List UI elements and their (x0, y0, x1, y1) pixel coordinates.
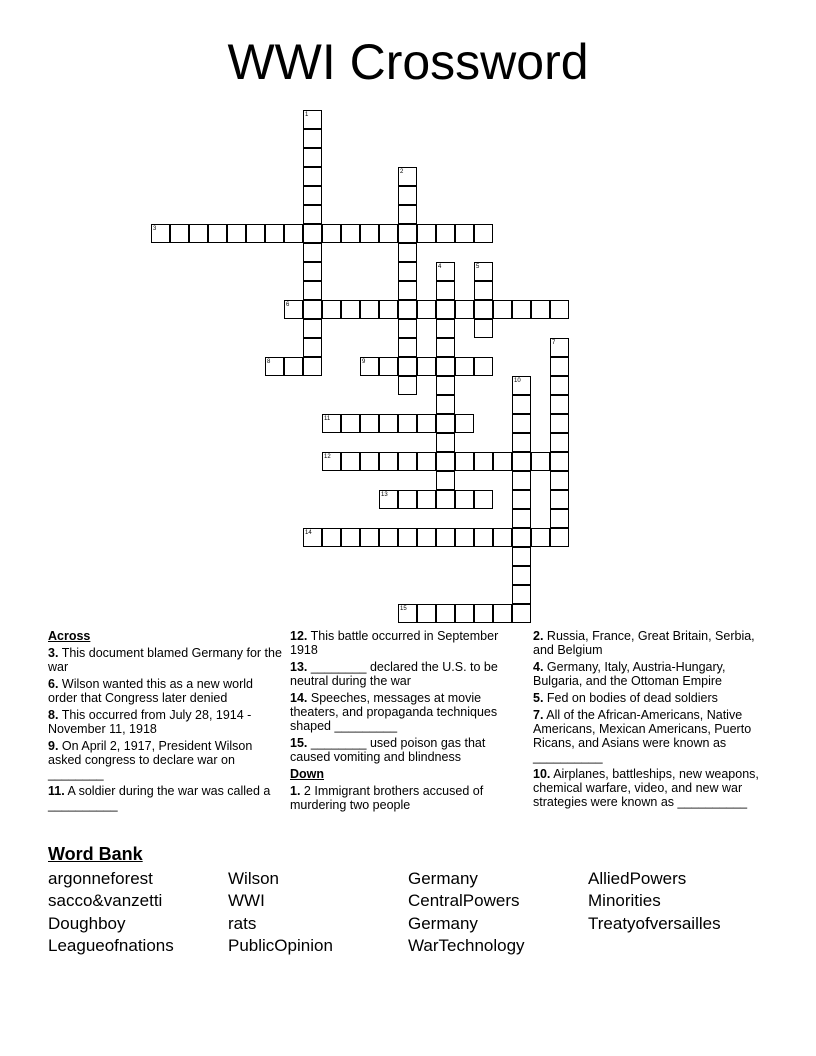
grid-cell[interactable] (417, 357, 436, 376)
grid-cell[interactable] (436, 300, 455, 319)
grid-cell[interactable] (303, 281, 322, 300)
grid-cell[interactable] (379, 452, 398, 471)
grid-cell[interactable] (512, 528, 531, 547)
grid-cell[interactable] (474, 528, 493, 547)
grid-cell[interactable] (455, 300, 474, 319)
cell-number: 15 (400, 606, 407, 612)
clue-text: This occurred from July 28, 1914 - November 11, 1918 (48, 708, 252, 736)
grid-cell[interactable] (322, 300, 341, 319)
grid-cell[interactable] (398, 262, 417, 281)
cell-number: 13 (381, 492, 388, 498)
grid-cell[interactable] (550, 376, 569, 395)
grid-cell[interactable] (436, 376, 455, 395)
grid-cell[interactable] (284, 224, 303, 243)
grid-cell[interactable] (436, 338, 455, 357)
grid-cell[interactable] (189, 224, 208, 243)
grid-cell[interactable] (398, 376, 417, 395)
clue-text: Speeches, messages at movie theaters, and propaganda techniques shaped _________ (290, 691, 498, 733)
grid-cell[interactable] (208, 224, 227, 243)
grid-cell[interactable] (398, 452, 417, 471)
grid-cell[interactable] (303, 243, 322, 262)
clue-number: 9. (48, 739, 59, 753)
grid-cell[interactable] (379, 528, 398, 547)
word-bank-title: Word Bank (48, 844, 143, 864)
word-bank-item: Minorities (588, 891, 661, 910)
cell-number: 10 (514, 378, 521, 384)
grid-cell[interactable] (474, 604, 493, 623)
grid-cell[interactable] (360, 452, 379, 471)
grid-cell[interactable] (512, 604, 531, 623)
cell-number: 6 (286, 302, 290, 308)
grid-cell[interactable] (303, 319, 322, 338)
grid-cell[interactable] (341, 528, 360, 547)
grid-cell[interactable] (436, 471, 455, 490)
grid-cell[interactable] (512, 395, 531, 414)
grid-cell[interactable] (436, 452, 455, 471)
grid-cell[interactable] (436, 281, 455, 300)
down-heading: Down (290, 767, 325, 781)
page-title: WWI Crossword (227, 34, 589, 90)
grid-cell[interactable] (398, 319, 417, 338)
grid-cell[interactable] (360, 300, 379, 319)
grid-cell[interactable] (360, 224, 379, 243)
grid-cell[interactable] (474, 319, 493, 338)
grid-cell[interactable] (303, 129, 322, 148)
grid-cell[interactable] (531, 452, 550, 471)
grid-cell[interactable] (398, 300, 417, 319)
clue-text: ________ declared the U.S. to be neutral during the war (290, 660, 498, 688)
grid-cell[interactable] (398, 528, 417, 547)
clue-text: On April 2, 1917, President Wilson asked congress to declare war on ________ (48, 739, 253, 781)
grid-cell[interactable] (303, 148, 322, 167)
grid-cell[interactable] (417, 414, 436, 433)
clue-number: 7. (533, 708, 544, 722)
grid-cell[interactable] (436, 433, 455, 452)
grid-cell[interactable] (493, 452, 512, 471)
grid-cell[interactable] (436, 224, 455, 243)
grid-cell[interactable] (322, 224, 341, 243)
grid-cell[interactable] (512, 490, 531, 509)
clue-across-14 (290, 691, 526, 733)
word-bank-item: PublicOpinion (228, 936, 333, 955)
clue-number: 5. (533, 691, 544, 705)
cell-number: 11 (324, 416, 331, 422)
clue-number: 3. (48, 646, 59, 660)
cell-number: 12 (324, 454, 331, 460)
grid-cell[interactable] (436, 414, 455, 433)
clue-number: 14. (290, 691, 308, 705)
clue-text: This battle occurred in September 1918 (290, 629, 499, 657)
grid-cell[interactable] (550, 357, 569, 376)
grid-cell[interactable] (417, 224, 436, 243)
grid-cell[interactable] (474, 452, 493, 471)
clue-number: 6. (48, 677, 59, 691)
clue-across-13 (290, 660, 526, 688)
clue-text: Fed on bodies of dead soldiers (546, 691, 718, 705)
word-bank-item: Leagueofnations (48, 936, 174, 955)
clues-column-3 (533, 629, 769, 812)
clue-number: 15. (290, 736, 308, 750)
clue-down-5 (533, 691, 769, 705)
word-bank-item: Doughboy (48, 914, 126, 933)
cell-number: 7 (552, 340, 556, 346)
clue-number: 8. (48, 708, 59, 722)
clue-across-11 (48, 784, 284, 812)
grid-cell[interactable] (341, 452, 360, 471)
grid-cell[interactable] (284, 357, 303, 376)
grid-cell[interactable] (550, 471, 569, 490)
grid-cell[interactable] (170, 224, 189, 243)
word-bank-item: argonneforest (48, 869, 153, 888)
clue-across-15 (290, 736, 526, 764)
word-bank-item: WarTechnology (408, 936, 525, 955)
grid-cell[interactable] (379, 414, 398, 433)
clue-text: Airplanes, battleships, new weapons, chemical warfare, video, and new war strategies were known as __________ (533, 767, 759, 809)
clue-across-8 (48, 708, 284, 736)
grid-cell[interactable] (398, 224, 417, 243)
grid-cell[interactable] (436, 490, 455, 509)
cell-number: 2 (400, 169, 404, 175)
grid-cell[interactable] (550, 509, 569, 528)
grid-cell[interactable] (341, 224, 360, 243)
clue-across-3 (48, 646, 284, 674)
grid-cell[interactable] (417, 490, 436, 509)
clue-across-12 (290, 629, 526, 657)
grid-cell[interactable] (303, 262, 322, 281)
grid-cell[interactable] (303, 338, 322, 357)
grid-cell[interactable] (512, 452, 531, 471)
grid-cell[interactable] (379, 357, 398, 376)
clue-text: Germany, Italy, Austria-Hungary, Bulgaria, and the Ottoman Empire (533, 660, 726, 688)
grid-cell[interactable] (398, 414, 417, 433)
grid-cell[interactable] (512, 414, 531, 433)
grid-cell[interactable] (398, 490, 417, 509)
grid-cell[interactable] (398, 357, 417, 376)
grid-cell[interactable] (512, 300, 531, 319)
grid-cell[interactable] (417, 604, 436, 623)
grid-cell[interactable] (398, 281, 417, 300)
clue-text: All of the African-Americans, Native Americans, Mexican Americans, Puerto Ricans, and Asians were known as __________ (533, 708, 752, 764)
grid-cell[interactable] (246, 224, 265, 243)
grid-cell[interactable] (474, 300, 493, 319)
clue-number: 4. (533, 660, 544, 674)
grid-cell[interactable] (550, 490, 569, 509)
clue-across-9 (48, 739, 284, 781)
grid-cell[interactable] (474, 357, 493, 376)
clue-text: This document blamed Germany for the war (48, 646, 282, 674)
grid-cell[interactable] (455, 414, 474, 433)
grid-cell[interactable] (474, 224, 493, 243)
clue-text: ________ used poison gas that caused vomiting and blindness (290, 736, 486, 764)
clue-number: 12. (290, 629, 308, 643)
word-bank-item: sacco&vanzetti (48, 891, 163, 910)
cell-number: 4 (438, 264, 442, 270)
word-bank-item: WWI (228, 891, 265, 910)
word-bank-item: rats (228, 914, 257, 933)
grid-cell[interactable] (512, 547, 531, 566)
grid-cell[interactable] (531, 528, 550, 547)
clue-down-4 (533, 660, 769, 688)
clue-down-7 (533, 708, 769, 764)
cell-number: 1 (305, 112, 309, 118)
grid-cell[interactable] (550, 433, 569, 452)
grid-cell[interactable] (360, 414, 379, 433)
grid-cell[interactable] (436, 357, 455, 376)
grid-cell[interactable] (417, 300, 436, 319)
grid-cell[interactable] (379, 224, 398, 243)
clue-number: 13. (290, 660, 308, 674)
grid-cell[interactable] (550, 395, 569, 414)
grid-cell[interactable] (360, 528, 379, 547)
grid-cell[interactable] (512, 585, 531, 604)
clue-text: A soldier during the war was called a __________ (48, 784, 271, 812)
grid-cell[interactable] (341, 300, 360, 319)
cell-number: 14 (305, 530, 312, 536)
clue-down-1 (290, 784, 526, 812)
word-bank-item: Germany (408, 914, 478, 933)
grid-cell[interactable] (303, 167, 322, 186)
grid-cell[interactable] (227, 224, 246, 243)
grid-cell[interactable] (417, 528, 436, 547)
word-bank-item: Treatyofversailles (588, 914, 721, 933)
grid-cell[interactable] (512, 471, 531, 490)
grid-cell[interactable] (436, 319, 455, 338)
grid-cell[interactable] (455, 452, 474, 471)
word-bank-item: Germany (408, 869, 478, 888)
grid-cell[interactable] (550, 528, 569, 547)
grid-cell[interactable] (493, 604, 512, 623)
grid-cell[interactable] (398, 243, 417, 262)
clue-text: Russia, France, Great Britain, Serbia, and Belgium (533, 629, 755, 657)
across-heading: Across (48, 629, 91, 643)
grid-cell[interactable] (322, 528, 341, 547)
grid-cell[interactable] (303, 186, 322, 205)
grid-cell[interactable] (341, 414, 360, 433)
clue-number: 10. (533, 767, 551, 781)
grid-cell[interactable] (474, 490, 493, 509)
clues-column-1 (48, 629, 284, 815)
clues-column-2 (290, 629, 526, 815)
grid-cell[interactable] (398, 186, 417, 205)
cell-number: 5 (476, 264, 480, 270)
grid-cell[interactable] (512, 509, 531, 528)
grid-cell[interactable] (531, 300, 550, 319)
grid-cell[interactable] (398, 205, 417, 224)
word-bank-item: AlliedPowers (588, 869, 687, 888)
grid-cell[interactable] (493, 300, 512, 319)
clue-number: 1. (290, 784, 301, 798)
word-bank-item: Wilson (228, 869, 280, 888)
grid-cell[interactable] (550, 414, 569, 433)
grid-cell[interactable] (455, 224, 474, 243)
clue-down-10 (533, 767, 769, 809)
cell-number: 9 (362, 359, 366, 365)
grid-cell[interactable] (379, 300, 398, 319)
clue-across-6 (48, 677, 284, 705)
clue-number: 2. (533, 629, 544, 643)
grid-cell[interactable] (436, 604, 455, 623)
grid-cell[interactable] (512, 433, 531, 452)
grid-cell[interactable] (550, 300, 569, 319)
grid-cell[interactable] (398, 338, 417, 357)
grid-cell[interactable] (493, 528, 512, 547)
clue-text: 2 Immigrant brothers accused of murdering two people (290, 784, 484, 812)
grid-cell[interactable] (417, 452, 436, 471)
clue-text: Wilson wanted this as a new world order that Congress later denied (48, 677, 253, 705)
grid-cell[interactable] (436, 395, 455, 414)
grid-cell[interactable] (474, 281, 493, 300)
grid-cell[interactable] (455, 604, 474, 623)
grid-cell[interactable] (436, 528, 455, 547)
grid-cell[interactable] (303, 224, 322, 243)
clue-number: 11. (48, 784, 65, 798)
word-bank-item: CentralPowers (408, 891, 520, 910)
grid-cell[interactable] (512, 566, 531, 585)
grid-cell[interactable] (303, 205, 322, 224)
grid-cell[interactable] (455, 357, 474, 376)
grid-cell[interactable] (455, 528, 474, 547)
grid-cell[interactable] (303, 300, 322, 319)
clue-down-2 (533, 629, 769, 657)
grid-cell[interactable] (455, 490, 474, 509)
cell-number: 8 (267, 359, 271, 365)
grid-cell[interactable] (265, 224, 284, 243)
cell-number: 3 (153, 226, 157, 232)
grid-cell[interactable] (303, 357, 322, 376)
grid-cell[interactable] (550, 452, 569, 471)
